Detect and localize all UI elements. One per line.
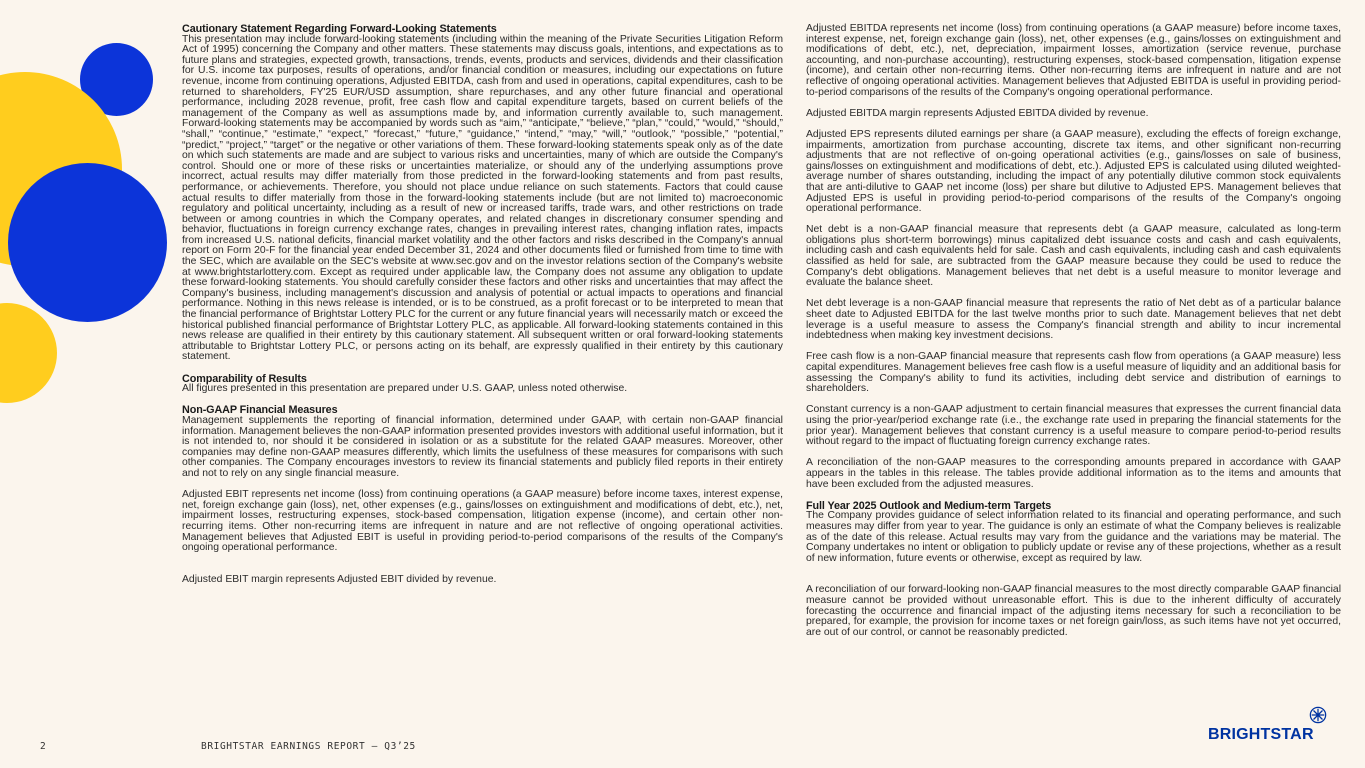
paragraph: This presentation may include forward-looking statements (including within the meaning of the Private Securities Litigation Reform Act of 1995) concerning the Company and other matters. These statements may discuss goals, intentions, and expectations as to future plans and strategies, expected growth, transactions, trends, events, products and services, dividends and their classification for U.S. income tax purposes, results of operations, and/or financial condition or measures, including our expectations on future revenue, income from continuing operations, Adjusted EBITDA, cash from and used in operations, capital expenditures, cash to be returned to shareholders, FY'25 EUR/USD assumption, share repurchases, and any other future financial and operational performance, including 2028 revenue, profit, free cash flow and capital expenditure targets, based on current beliefs of the management of the Company as well as assumptions made by, and information currently available to, such management. Forward-looking statements may be accompanied by words such as “aim,” “anticipate,” “believe,” “plan,” “could,” “would,” “should,” “shall,” “continue,” “estimate,” “expect,” “forecast,” “future,” “guidance,” “intend,” “may,” “will,” “outlook,” “possible,” “potential,” “predict,” “project,” “target” or the negative or other variations of them. These forward-looking statements speak only as of the date on which such statements are made and are subject to various risks and uncertainties, many of which are outside the Company's control. Should one or more of these risks or uncertainties materialize, or should any of the underlying assumptions prove incorrect, actual results may differ materially from those predicted in the forward-looking statements and from past results, performance, or achievements. Therefore, you should not place undue reliance on such statements. Factors that could cause actual results to differ materially from those in the forward-looking statements include (but are not limited to) macroeconomic regulatory and political uncertainty, including as a result of new or increased tariffs, trade wars, and other restrictions on trade between or among countries in which the Company operates, and related changes in discretionary consumer spending and behavior, fluctuations in foreign currency exchange rates, changes in prevailing interest rates, changing inflation rates, impacts from increased U.S. national deficits, financial market volatility and the other factors and risks described in the Company's annual report on Form 20-F for the financial year ended December 31, 2024 and other documents filed or furnished from time to time with the SEC, which are available on the SEC's website at www.sec.gov and on the investor relations section of the Company's website at www.brightstarlottery.com. Except as required under applicable law, the Company does not assume any obligation to update these forward-looking statements. You should carefully consider these factors and other risks and uncertainties that may affect the Company's business, including management's discussion and analysis of potential or actual impacts to operations and financial performance. Nothing in this news release is intended, or is to be construed, as a profit forecast or to be interpreted to mean that the financial performance of Brightstar Lottery PLC for the current or any future financial years will necessarily match or exceed the historical published financial performance of Brightstar Lottery PLC, as applicable. All forward-looking statements contained in this news release are qualified in their entirety by this cautionary statement. All subsequent written or oral forward-looking statements attributable to Brightstar Lottery PLC, or persons acting on its behalf, are expressly qualified in their entirety by this cautionary statement. [182, 33, 783, 363]
section-heading: Full Year 2025 Outlook and Medium-term Targets [806, 499, 1052, 512]
paragraph: Net debt leverage is a non-GAAP financial measure that represents the ratio of Net debt as of a particular balance sheet date to Adjusted EBITDA for the last twelve months prior to such date. Management believes that net debt leverage is a useful measure to assess the Company's financial strength and ability to incur incremental indebtedness when making key investment decisions. [806, 298, 1341, 342]
paragraph: The Company provides guidance of select information related to its financial and operating performance, and such measures may differ from year to year. The guidance is only an estimate of what the Company believes is realizable as of the date of this release. Actual results may vary from the guidance and the variations may be material. The Company undertakes no intent or obligation to publicly update or revise any of these projections, whether as a result of new information, future events or otherwise, except as required by law. [806, 510, 1341, 564]
paragraph: A reconciliation of the non-GAAP measures to the corresponding amounts prepared in accordance with GAAP appears in the tables in this release. The tables provide additional information as to the items and amounts that have been excluded from the adjusted measures. [806, 457, 1341, 490]
section-heading: Non-GAAP Financial Measures [182, 404, 338, 417]
paragraph: Management supplements the reporting of financial information, determined under GAAP, with certain non-GAAP financial information. Management believes the non-GAAP information presented provides investors with additional useful information, but it is not intended to, nor should it be considered in isolation or as a substitute for the related GAAP measures. Moreover, other companies may define non-GAAP measures differently, which limits the usefulness of these measures for comparisons with such other companies. The Company encourages investors to review its financial statements and publicly filed reports in their entirety and not to rely on any single financial measure. [182, 414, 783, 479]
paragraph: Net debt is a non-GAAP financial measure that represents debt (a GAAP measure, calculated as long-term obligations plus short-term borrowings) minus capitalized debt issuance costs and cash and cash equivalents, including cash and cash equivalents held for sale. Cash and cash equivalents, including cash and cash equivalents classified as held for sale, are subtracted from the GAAP measure because they could be used to reduce the Company's debt obligations. Management believes that net debt is a useful measure to monitor leverage and evaluate the balance sheet. [806, 224, 1341, 289]
brightstar-wordmark: BRIGHTSTAR [1208, 726, 1314, 743]
brightstar-star-icon [1309, 706, 1327, 724]
paragraph-gap [806, 564, 1341, 575]
paragraph: Adjusted EBITDA margin represents Adjusted EBITDA divided by revenue. [806, 107, 1149, 119]
paragraph: Adjusted EBITDA represents net income (loss) from continuing operations (a GAAP measure) before income taxes, interest expense, net, foreign exchange gain (loss), net, other expenses (e.g., gains/losses on extinguishment and modifications of debt, etc.), net, depreciation, impairment losses, amortization (service revenue, purchase accounting, and non-purchase accounting), restructuring expenses, stock-based compensation, litigation expense (income), and certain other non-recurring items. Other non-recurring items are infrequent in nature and are not reflective of ongoing operational activities. Management believes that Adjusted EBITDA is useful in providing period-to-period comparisons of the results of the Company's ongoing operational performance. [806, 23, 1341, 98]
section-heading: Cautionary Statement Regarding Forward-Looking Statements [182, 23, 497, 35]
paragraph: Adjusted EBIT represents net income (loss) from continuing operations (a GAAP measure) before income taxes, interest expense, net, foreign exchange gain (loss), net, other expenses (e.g., gains/losses on extinguishment and modifications of debt, etc.), net, impairment losses, restructuring expenses, stock-based compensation, litigation expense (income), and certain other non-recurring items. Other non-recurring items are infrequent in nature and are not reflective of ongoing operational activities. Management believes that Adjusted EBIT is useful in providing period-to-period comparisons of the results of the Company's ongoing operational performance. [182, 489, 783, 554]
paragraph: Constant currency is a non-GAAP adjustment to certain financial measures that expresses the current financial data using the prior-year/period exchange rate (i.e., the exchange rate used in preparing the financial statements for the prior year). Management believes that constant currency is a useful measure to compare period-to-period results without regard to the impact of fluctuating foreign currency exchange rates. [806, 404, 1341, 448]
section-heading: Comparability of Results [182, 372, 307, 385]
paragraph: Free cash flow is a non-GAAP financial measure that represents cash flow from operations (a GAAP measure) less capital expenditures. Management believes free cash flow is a useful measure of liquidity and an additional basis for assessing the Company's ability to fund its activities, including debt service and distribution of earnings to shareholders. [806, 351, 1341, 395]
left-column [182, 24, 783, 585]
paragraph-gap [182, 554, 783, 565]
paragraph: A reconciliation of our forward-looking non-GAAP financial measures to the most directly comparable GAAP financial measure cannot be provided without unreasonable effort. This is due to the inherent difficulty of accurately forecasting the occurrence and financial impact of the adjusting items necessary for such a reconciliation to be prepared, for example, the provision for income taxes or net foreign gain/loss, as such items have not yet occurred, are out of our control, or cannot be reasonably predicted. [806, 584, 1342, 638]
paragraph: Adjusted EBIT margin represents Adjusted EBIT divided by revenue. [182, 573, 497, 585]
decorative-yellow-circle-bottom [0, 303, 57, 403]
footer-title: BRIGHTSTAR EARNINGS REPORT – Q3’25 [201, 741, 416, 752]
page-number: 2 [40, 741, 46, 752]
brightstar-logo [1208, 706, 1328, 744]
paragraph: All figures presented in this presentation are prepared under U.S. GAAP, unless noted otherwise. [182, 383, 628, 395]
decorative-blue-circle-large [8, 163, 167, 322]
paragraph: Adjusted EPS represents diluted earnings per share (a GAAP measure), excluding the effects of foreign exchange, impairments, amortization from purchase accounting, discrete tax items, and other significant non-recurring adjustments that are not reflective of on-going operational activities (e.g., gains/losses on sale of business, gains/losses on extinguishment and modifications of debt, etc.). Adjusted EPS is calculated using diluted weighted-average number of shares outstanding, including the impact of any potentially dilutive common stock equivalents that are anti-dilutive to GAAP net income (loss) per share but dilutive to Adjusted EPS. Management believes that Adjusted EPS is useful in providing period-to-period comparisons of the results of the Company's ongoing operational performance. [806, 128, 1341, 215]
section-gap [182, 363, 783, 374]
right-column [806, 24, 1341, 638]
